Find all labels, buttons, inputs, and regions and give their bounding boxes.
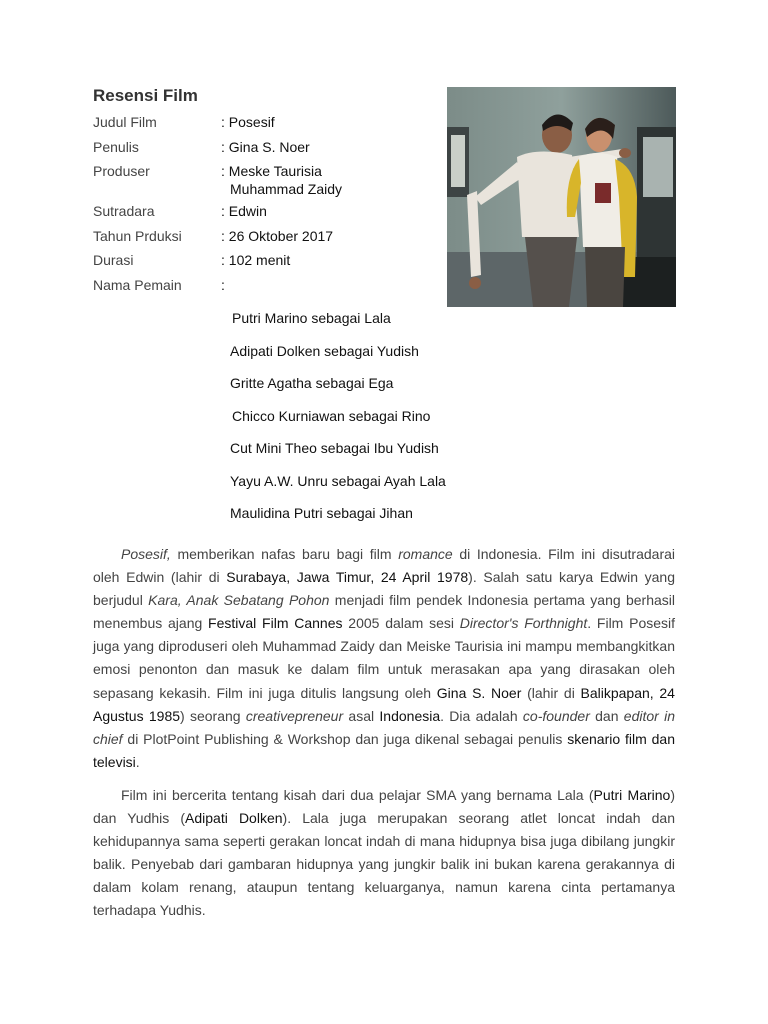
- film-still-illustration: [447, 87, 676, 307]
- p1-text: Surabaya, Jawa Timur, 24 April 1978: [226, 569, 469, 586]
- cast-item: Adipati Dolken sebagai Yudish: [230, 342, 419, 359]
- p1-text: . Dia adalah: [440, 707, 523, 724]
- producer-2: Muhammad Zaidy: [230, 181, 343, 197]
- p1-text: Balikpapan, 24 Agustus 1985: [93, 684, 675, 724]
- p1-text: romance: [398, 546, 453, 562]
- p1-text: Director's Forthnight: [459, 615, 588, 632]
- cast-item: Maulidina Putri sebagai Jihan: [230, 505, 413, 521]
- info-value: : Posesif: [221, 114, 275, 130]
- p1-text: ). Salah satu karya Edwin yang berjudul: [93, 569, 676, 609]
- p1-text: Indonesia: [379, 707, 441, 724]
- info-label: Produser: [93, 163, 150, 179]
- p1-text: Gina S. Noer: [436, 684, 522, 701]
- producer-1: : Meske Taurisia: [221, 163, 322, 179]
- p1-text: editor in chief: [93, 707, 675, 747]
- p1-text: dan: [589, 707, 624, 724]
- info-label: Judul Film: [93, 114, 157, 130]
- info-row-produser: [93, 162, 433, 202]
- p2-text: Film ini bercerita tentang kisah dari dua pelajar SMA yang bernama Lala (: [121, 787, 594, 803]
- info-row-tahun: [93, 227, 433, 252]
- p2-text: Putri Marino: [593, 787, 671, 803]
- p1-text: asal: [343, 707, 380, 724]
- info-value: :: [221, 276, 225, 293]
- info-label: Nama Pemain: [93, 276, 182, 293]
- p1-text: di Indonesia. Film ini disutradarai oleh Edwin (lahir di: [93, 546, 676, 586]
- p1-text: skenario film dan televisi: [93, 730, 675, 770]
- p1-text: creativepreneur: [245, 707, 344, 724]
- p1-text: menjadi film pendek Indonesia pertama yang berhasil menembus ajang: [93, 592, 676, 632]
- cast-item: Gritte Agatha sebagai Ega: [230, 375, 394, 391]
- p2-text: ) dan Yudhis (: [93, 787, 675, 827]
- p1-text: ) seorang: [180, 707, 246, 724]
- p2-text: Adipati Dolken: [185, 810, 283, 827]
- review-paragraph-2: [93, 784, 675, 923]
- info-label: Sutradara: [93, 203, 155, 219]
- p1-text: Festival Film Cannes: [208, 615, 343, 632]
- info-row-pemain: [93, 276, 433, 301]
- cast-item: Putri Marino sebagai Lala: [232, 310, 391, 326]
- cast-item: Yayu A.W. Unru sebagai Ayah Lala: [230, 472, 446, 489]
- info-value: : Gina S. Noer: [221, 138, 310, 155]
- cast-item: Cut Mini Theo sebagai Ibu Yudish: [230, 440, 439, 456]
- review-paragraph-1: [93, 543, 675, 774]
- p1-text: . Film Posesif juga yang diproduseri oleh Muhammad Zaidy dan Meiske Taurisia ini mampu membangkitkan emosi penonton dan masuk ke dalam film untuk merasakan apa yang dirasakan oleh sepasang kekasih. Film ini juga ditulis langsung oleh: [93, 615, 676, 701]
- p1-text: .: [135, 753, 140, 770]
- p1-text: di PlotPoint Publishing & Workshop dan juga dikenal sebagai penulis: [122, 730, 568, 747]
- p2-text: ). Lala juga merupakan seorang atlet loncat indah dan kehidupannya sama seperti gerakan loncat indah di mana hidupnya bisa juga dibilang jungkir balik. Penyebab dari gambaran hidupnya yang jungkir balik ini bukan karena gerakannya di dalam kolam renang, ataupun tentang keluarganya, namun karena cinta pertamanya terhadapa Yudhis.: [93, 810, 675, 919]
- info-value: [221, 162, 433, 202]
- info-row-penulis: [93, 138, 433, 163]
- p1-text: 2005 dalam sesi: [342, 615, 460, 632]
- film-still-image: [447, 87, 676, 307]
- info-row-sutradara: [93, 202, 433, 227]
- info-label: Tahun Prduksi: [93, 227, 182, 244]
- cast-item: Chicco Kurniawan sebagai Rino: [232, 407, 431, 424]
- document-title: Resensi Film: [93, 86, 198, 105]
- p1-text: co-founder: [522, 707, 590, 724]
- p1-text: Kara, Anak Sebatang Pohon: [148, 592, 330, 609]
- info-value: : Edwin: [221, 203, 267, 219]
- info-label: Durasi: [93, 252, 134, 268]
- p1-text: memberikan nafas baru bagi film: [170, 546, 399, 562]
- p1-text: (lahir di: [521, 684, 581, 701]
- info-label: Penulis: [93, 138, 139, 155]
- film-info-table: [93, 113, 433, 300]
- info-value: : 102 menit: [221, 252, 291, 268]
- p1-text: Posesif,: [121, 546, 171, 562]
- cast-list: [230, 309, 446, 537]
- info-value: : 26 Oktober 2017: [221, 227, 334, 244]
- info-row-judul: [93, 113, 433, 138]
- info-row-durasi: [93, 251, 433, 276]
